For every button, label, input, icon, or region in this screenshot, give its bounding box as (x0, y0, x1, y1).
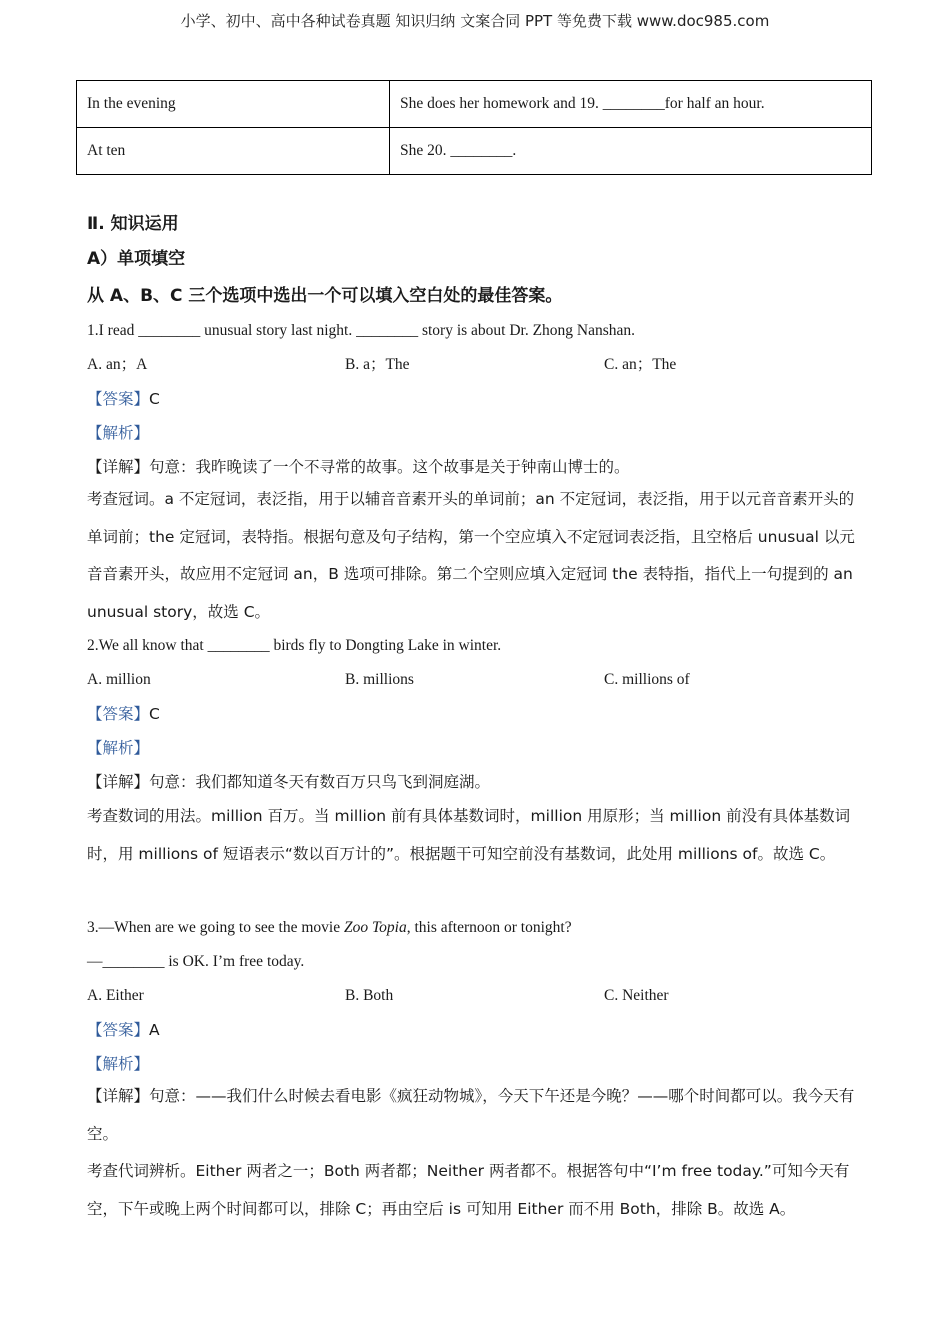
section-instruction: 从 A、B、C 三个选项中选出一个可以填入空白处的最佳答案。 (87, 286, 563, 306)
table-cell-activity: She does her homework and 19. ________for half an hour. (390, 81, 872, 128)
detail-label: 【详解】 (87, 1087, 150, 1105)
q1-option-a: A. an；A (87, 356, 148, 373)
q1-analysis-label: 【解析】 (87, 424, 150, 442)
q1-answer (87, 389, 160, 409)
q3-stem (87, 918, 572, 938)
table-cell-time: At ten (77, 128, 390, 175)
q1-detail-text: 句意：我昨晚读了一个不寻常的故事。这个故事是关于钟南山博士的。 (149, 458, 630, 476)
answer-label: 【答案】 (87, 705, 150, 723)
q3-stem-movie: Zoo Topia (343, 919, 407, 936)
q3-option-c: C. Neither (604, 987, 669, 1004)
q2-option-b: B. millions (345, 671, 414, 688)
q3-stem-reply: —________ is OK. I’m free today. (87, 953, 305, 970)
q1-option-c: C. an；The (604, 356, 677, 373)
q2-answer (87, 704, 160, 724)
q2-stem: 2.We all know that ________ birds fly to Dongting Lake in winter. (87, 637, 502, 654)
q2-explanation: 考查数词的用法。million 百万。当 million 前有具体基数词时，million 用原形；当 million 前没有具体基数词时，用 millions of 短语表示“数以百万计的”。根据题干可知空前没有基数词，此处用 millions of。故选 C。 (87, 807, 851, 863)
answer-label: 【答案】 (87, 390, 150, 408)
q2-option-a: A. million (87, 671, 151, 688)
q3-explanation: 考查代词辨析。Either 两者之一；Both 两者都；Neither 两者都不。根据答句中“I’m free today.”可知今天有空，下午或晚上两个时间都可以，排除 C；再由空后 is 可知用 Either 而不用 Both，排除 B。故选 A。 (87, 1162, 850, 1218)
detail-label: 【详解】 (87, 773, 150, 791)
schedule-table (76, 80, 872, 175)
q3-option-b: B. Both (345, 987, 394, 1004)
q1-detail (87, 457, 630, 477)
section-title: Ⅱ. 知识运用 (87, 214, 179, 234)
q3-answer (87, 1020, 160, 1040)
q2-detail (87, 772, 490, 792)
table-cell-activity: She 20. ________. (390, 128, 872, 175)
q2-answer-value: C (149, 705, 160, 723)
q1-option-b: B. a；The (345, 356, 410, 373)
q2-detail-text: 句意：我们都知道冬天有数百万只鸟飞到洞庭湖。 (149, 773, 491, 791)
q3-option-a: A. Either (87, 987, 144, 1004)
q1-stem: 1.I read ________ unusual story last night. ________ story is about Dr. Zhong Nanshan. (87, 322, 636, 339)
q3-answer-value: A (149, 1021, 160, 1039)
table-row (77, 128, 872, 175)
q3-stem-pre: 3.—When are we going to see the movie (87, 919, 344, 936)
table-cell-time: In the evening (77, 81, 390, 128)
table-row (77, 81, 872, 128)
section-subtitle: A）单项填空 (87, 249, 186, 269)
q1-explanation: 考查冠词。a 不定冠词，表泛指，用于以辅音音素开头的单词前；an 不定冠词，表泛指，用于以元音音素开头的单词前；the 定冠词，表特指。根据句意及句子结构，第一个空应填入不定冠词表泛指，且空格后 unusual 以元音音素开头，故应用不定冠词 an，B 选项可排除。第二个空则应填入定冠词 the 表特指，指代上一句提到的 an unusual story，故选 C。 (87, 490, 855, 621)
page-header: 小学、初中、高中各种试卷真题 知识归纳 文案合同 PPT 等免费下载 www.doc985.com (180, 12, 770, 30)
q3-detail (87, 1078, 867, 1153)
q3-detail-text: 句意：——我们什么时候去看电影《疯狂动物城》，今天下午还是今晚？——哪个时间都可以。我今天有空。 (87, 1087, 855, 1143)
q3-analysis-label: 【解析】 (87, 1055, 150, 1073)
q3-stem-post: , this afternoon or tonight? (406, 919, 572, 936)
q2-option-c: C. millions of (604, 671, 690, 688)
answer-label: 【答案】 (87, 1021, 150, 1039)
detail-label: 【详解】 (87, 458, 150, 476)
q1-answer-value: C (149, 390, 160, 408)
q2-analysis-label: 【解析】 (87, 739, 150, 757)
